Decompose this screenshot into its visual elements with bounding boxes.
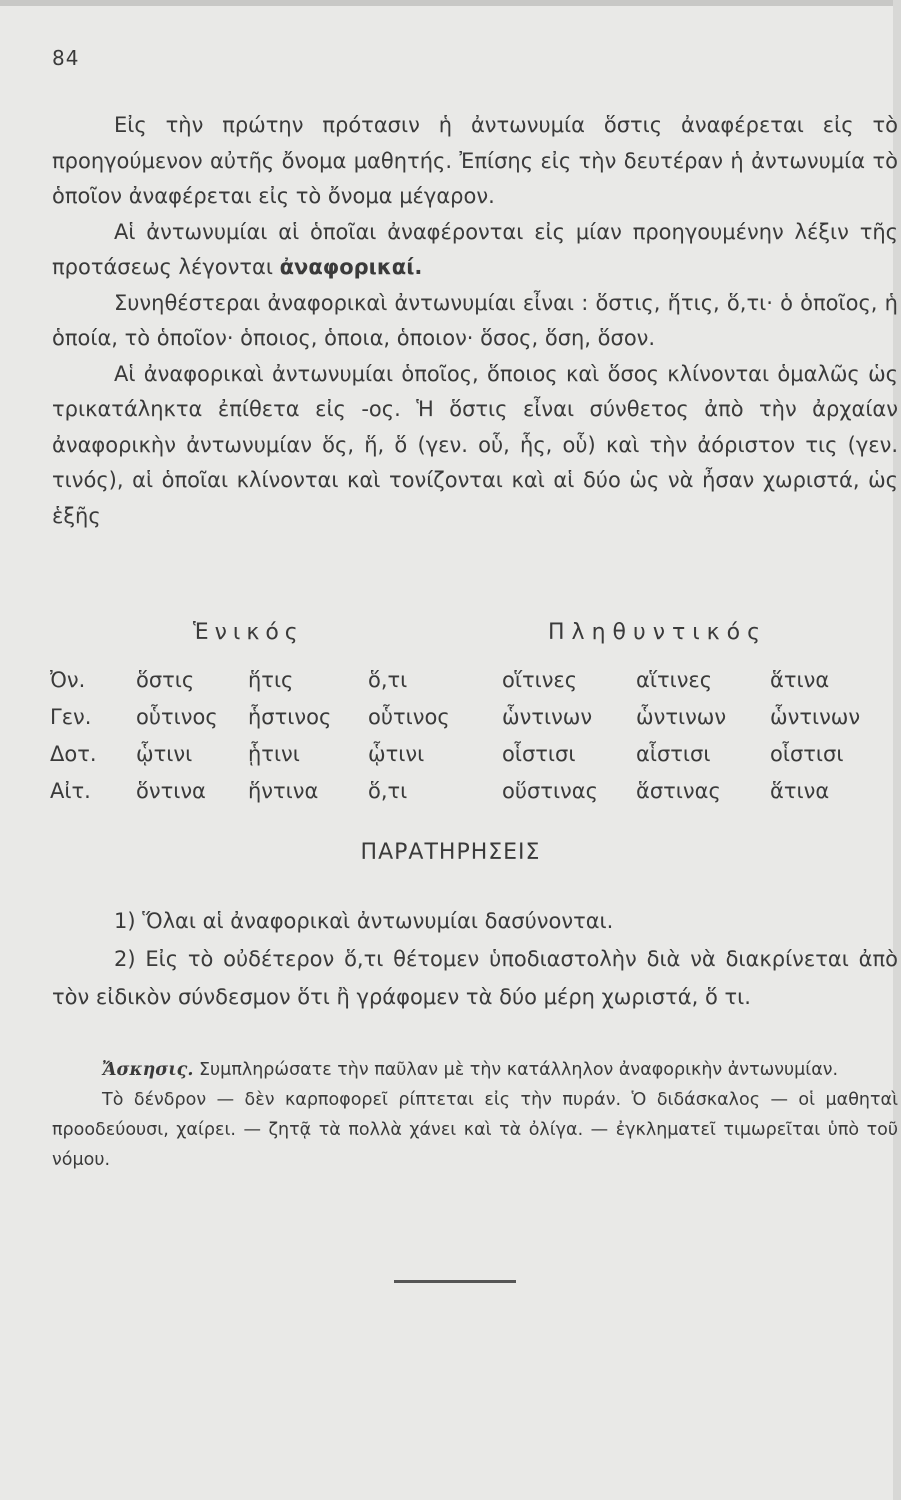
exercise-section: [52, 1055, 898, 1175]
table-row: [0, 705, 901, 742]
exercise-instruction: [52, 1055, 898, 1085]
table-cell: ἥντινα: [248, 779, 319, 803]
declension-headings: [0, 620, 901, 656]
table-cell: ᾧτινι: [368, 742, 425, 766]
note-1-text: 1) Ὅλαι αἱ ἀναφορικαὶ ἀντωνυμίαι δασύνονται.: [114, 909, 614, 933]
table-cell: ὧντινων: [502, 705, 593, 729]
notes-heading: ΠΑΡΑΤΗΡΗΣΕΙΣ: [360, 840, 541, 865]
table-cell: ᾧτινι: [136, 742, 193, 766]
table-cell: ᾗτινι: [248, 742, 300, 766]
table-cell: ἅτινα: [770, 779, 830, 803]
paragraph-2: [52, 215, 898, 286]
case-label: Αἰτ.: [50, 779, 91, 803]
table-cell: αἷστισι: [636, 742, 711, 766]
exercise-label: Ἄσκησις.: [102, 1060, 194, 1080]
table-cell: οὕστινας: [502, 779, 598, 803]
table-cell: οἷστισι: [770, 742, 844, 766]
table-cell: ἧστινος: [248, 705, 332, 729]
table-row: [0, 742, 901, 779]
table-cell: οὗτινος: [368, 705, 450, 729]
table-cell: ὧντινων: [770, 705, 861, 729]
note-2-text: 2) Εἰς τὸ οὐδέτερον ὅ,τι θέτομεν ὑποδιαστολὴν διὰ νὰ διακρίνεται ἀπὸ τὸν εἰδικὸν σύνδεσμον ὅτι ἢ γράφομεν τὰ δύο μέρη χωριστά, ὅ τι.: [52, 947, 898, 1009]
table-cell: ἅτινα: [770, 668, 830, 692]
body-text: [52, 108, 898, 534]
exercise-items-text: Τὸ δένδρον — δὲν καρποφορεῖ ρίπτεται εἰς τὴν πυράν. Ὁ διδάσκαλος — οἱ μαθηταὶ προοδεύουσι, χαίρει. — ζητᾷ τὰ πολλὰ χάνει καὶ τὰ ὀλίγα. — ἐγκληματεῖ τιμωρεῖται ὑπὸ τοῦ νόμου.: [52, 1090, 898, 1170]
paragraph-2-text: Αἱ ἀντωνυμίαι αἱ ὁποῖαι ἀναφέρονται εἰς μίαν προηγουμένην λέξιν τῆς προτάσεως λέγονται: [52, 219, 898, 279]
note-2: [52, 940, 898, 1016]
singular-heading: Ἑνικός: [193, 620, 304, 645]
paragraph-1-text: Εἰς τὴν πρώτην πρότασιν ἡ ἀντωνυμία ὅστις ἀναφέρεται εἰς τὸ προηγούμενον αὐτῆς ὄνομα μαθητής. Ἐπίσης εἰς τὴν δευτέραν ἡ ἀντωνυμία τὸ ὁποῖον ἀναφέρεται εἰς τὸ ὄνομα μέγαρον.: [52, 113, 898, 208]
table-row: [0, 668, 901, 705]
notes-section: [52, 902, 898, 1016]
page-number: 84: [52, 46, 80, 70]
page-top-edge: [0, 0, 901, 6]
plural-heading: Πληθυντικός: [548, 620, 768, 645]
paragraph-3: [52, 286, 898, 357]
table-cell: ὅ,τι: [368, 779, 408, 803]
table-cell: οἵτινες: [502, 668, 578, 692]
table-cell: ὅντινα: [136, 779, 206, 803]
note-1: [52, 902, 898, 940]
paragraph-4-text: Αἱ ἀναφορικαὶ ἀντωνυμίαι ὁποῖος, ὅποιος καὶ ὅσος κλίνονται ὁμαλῶς ὡς τρικατάληκτα ἐπίθετα εἰς -ος. Ἡ ὅστις εἶναι σύνθετος ἀπὸ τὴν ἀρχαίαν ἀναφορικὴν ἀντωνυμίαν ὅς, ἥ, ὅ (γεν. οὗ, ἧς, οὗ) καὶ τὴν ἀόριστον τις (γεν. τινός), αἱ ὁποῖαι κλίνονται καὶ τονίζονται καὶ αἱ δύο ὡς νὰ ἦσαν χωριστά, ὡς ἑξῆς: [52, 361, 898, 528]
paragraph-3-text: Συνηθέστεραι ἀναφορικαὶ ἀντωνυμίαι εἶναι : ὅστις, ἥτις, ὅ,τι· ὁ ὁποῖος, ἡ ὁποία, τὸ ὁποῖον· ὁποιος, ὁποια, ὁποιον· ὅσος, ὅση, ὅσον.: [52, 290, 898, 350]
case-label: Δοτ.: [50, 742, 97, 766]
paragraph-4: [52, 357, 898, 535]
table-cell: οὗτινος: [136, 705, 218, 729]
declension-table: [0, 668, 901, 816]
term-anaforikai: ἀναφορικαί.: [279, 255, 423, 279]
table-cell: ὧντινων: [636, 705, 727, 729]
table-cell: ἥτις: [248, 668, 294, 692]
end-rule: [394, 1280, 516, 1283]
exercise-items: [52, 1085, 898, 1175]
table-cell: ἅστινας: [636, 779, 721, 803]
paragraph-1: [52, 108, 898, 215]
table-cell: ὅ,τι: [368, 668, 408, 692]
table-cell: ὅστις: [136, 668, 195, 692]
table-row: [0, 779, 901, 816]
case-label: Ὀν.: [50, 668, 86, 692]
table-cell: οἷστισι: [502, 742, 576, 766]
exercise-instruction-text: Συμπληρώσατε τὴν παῦλαν μὲ τὴν κατάλληλον ἀναφορικὴν ἀντωνυμίαν.: [199, 1060, 839, 1080]
table-cell: αἵτινες: [636, 668, 713, 692]
case-label: Γεν.: [50, 705, 92, 729]
